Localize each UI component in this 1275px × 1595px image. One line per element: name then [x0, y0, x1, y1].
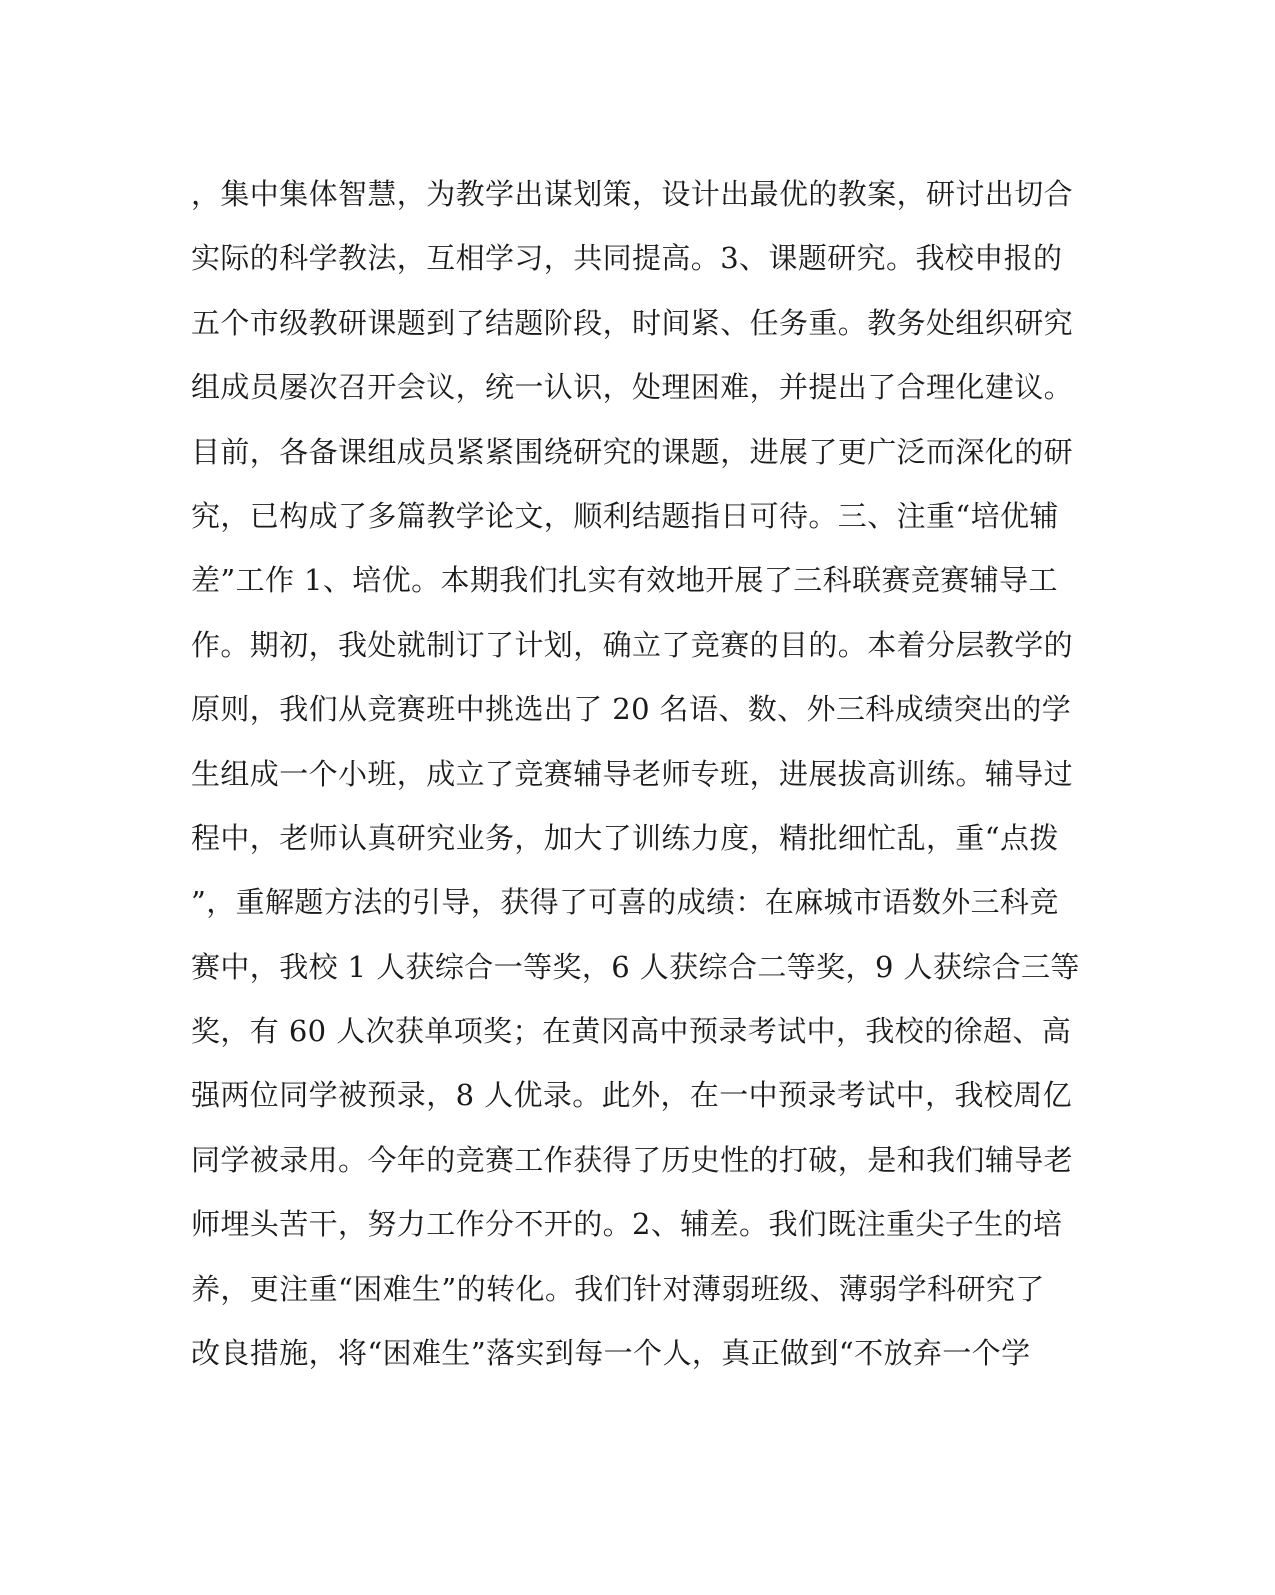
text-line: 程中，老师认真研究业务，加大了训练力度，精批细忙乱，重“点拨 [191, 820, 1059, 855]
text-line: ”，重解题方法的引导，获得了可喜的成绩：在麻城市语数外三科竞 [191, 885, 1059, 920]
text-line: ，集中集体智慧，为教学出谋划策，设计出最优的教案，研讨出切合 [191, 177, 1074, 211]
text-line: 师埋头苦干，努力工作分不开的。2、辅差。我们既注重尖子生的培 [191, 1207, 1063, 1242]
text-line: 赛中，我校 1 人获综合一等奖，6 人获综合二等奖，9 人获综合三等 [191, 949, 1080, 984]
text-line: 强两位同学被预录，8 人优录。此外，在一中预录考试中，我校周亿 [191, 1078, 1073, 1113]
text-line: 究，已构成了多篇教学论文，顺利结题指日可待。三、注重“培优辅 [191, 498, 1059, 533]
text-line: 养，更注重“困难生”的转化。我们针对薄弱班级、薄弱学科研究了 [191, 1271, 1045, 1306]
text-line: 目前，各备课组成员紧紧围绕研究的课题，进展了更广泛而深化的研 [191, 434, 1074, 469]
text-line: 原则，我们从竞赛班中挑选出了 20 名语、数、外三科成绩突出的学 [191, 692, 1072, 727]
text-line: 实际的科学教法，互相学习，共同提高。3、课题研究。我校申报的 [191, 241, 1063, 276]
text-line: 生组成一个小班，成立了竞赛辅导老师专班，进展拔高训练。辅导过 [191, 756, 1074, 791]
text-line: 作。期初，我处就制订了计划，确立了竞赛的目的。本着分层教学的 [191, 627, 1074, 662]
text-line: 同学被录用。今年的竞赛工作获得了历史性的打破，是和我们辅导老 [191, 1142, 1074, 1177]
body-text [191, 162, 1080, 1385]
text-line: 五个市级教研课题到了结题阶段，时间紧、任务重。教务处组织研究 [191, 305, 1074, 340]
text-line: 组成员屡次召开会议，统一认识，处理困难，并提出了合理化建议。 [191, 370, 1074, 405]
text-line: 差”工作 1、培优。本期我们扎实有效地开展了三科联赛竞赛辅导工 [191, 563, 1058, 598]
text-line: 奖，有 60 人次获单项奖；在黄冈高中预录考试中，我校的徐超、高 [191, 1014, 1072, 1049]
text-line: 改良措施，将“困难生”落实到每一个人，真正做到“不放弃一个学 [191, 1336, 1031, 1371]
